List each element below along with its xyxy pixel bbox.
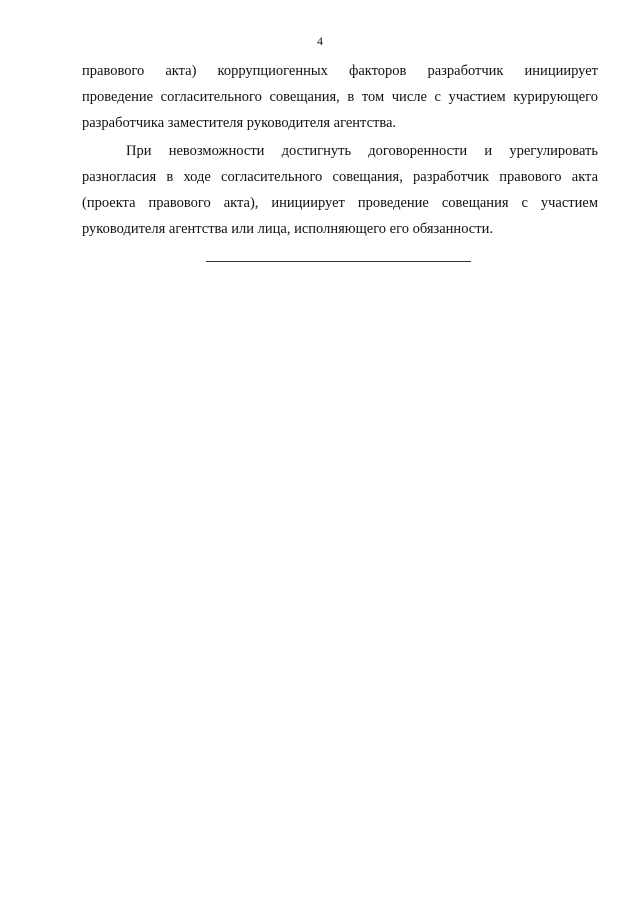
paragraph-1-line-3: разработчика заместителя руководителя агентства.	[82, 115, 397, 131]
paragraph-2-line-4: руководителя агентства или лица, исполняющего его обязанности.	[82, 221, 493, 237]
paragraph-1-line-2: проведение согласительного совещания, в том числе с участием курирующего	[82, 89, 598, 105]
paragraph-2-line-3: (проекта правового акта), инициирует проведение совещания с участием	[82, 195, 598, 211]
paragraph-2	[82, 138, 598, 242]
paragraph-2-line-2: разногласия в ходе согласительного совещания, разработчик правового акта	[82, 169, 598, 185]
page-number: 4	[317, 34, 323, 48]
paragraph-1	[82, 58, 598, 136]
paragraph-1-line-1: правового акта) коррупциогенных факторов разработчик инициирует	[82, 63, 598, 79]
end-separator-line	[206, 261, 471, 262]
paragraph-2-line-1: При невозможности достигнуть договоренности и урегулировать	[126, 143, 598, 159]
